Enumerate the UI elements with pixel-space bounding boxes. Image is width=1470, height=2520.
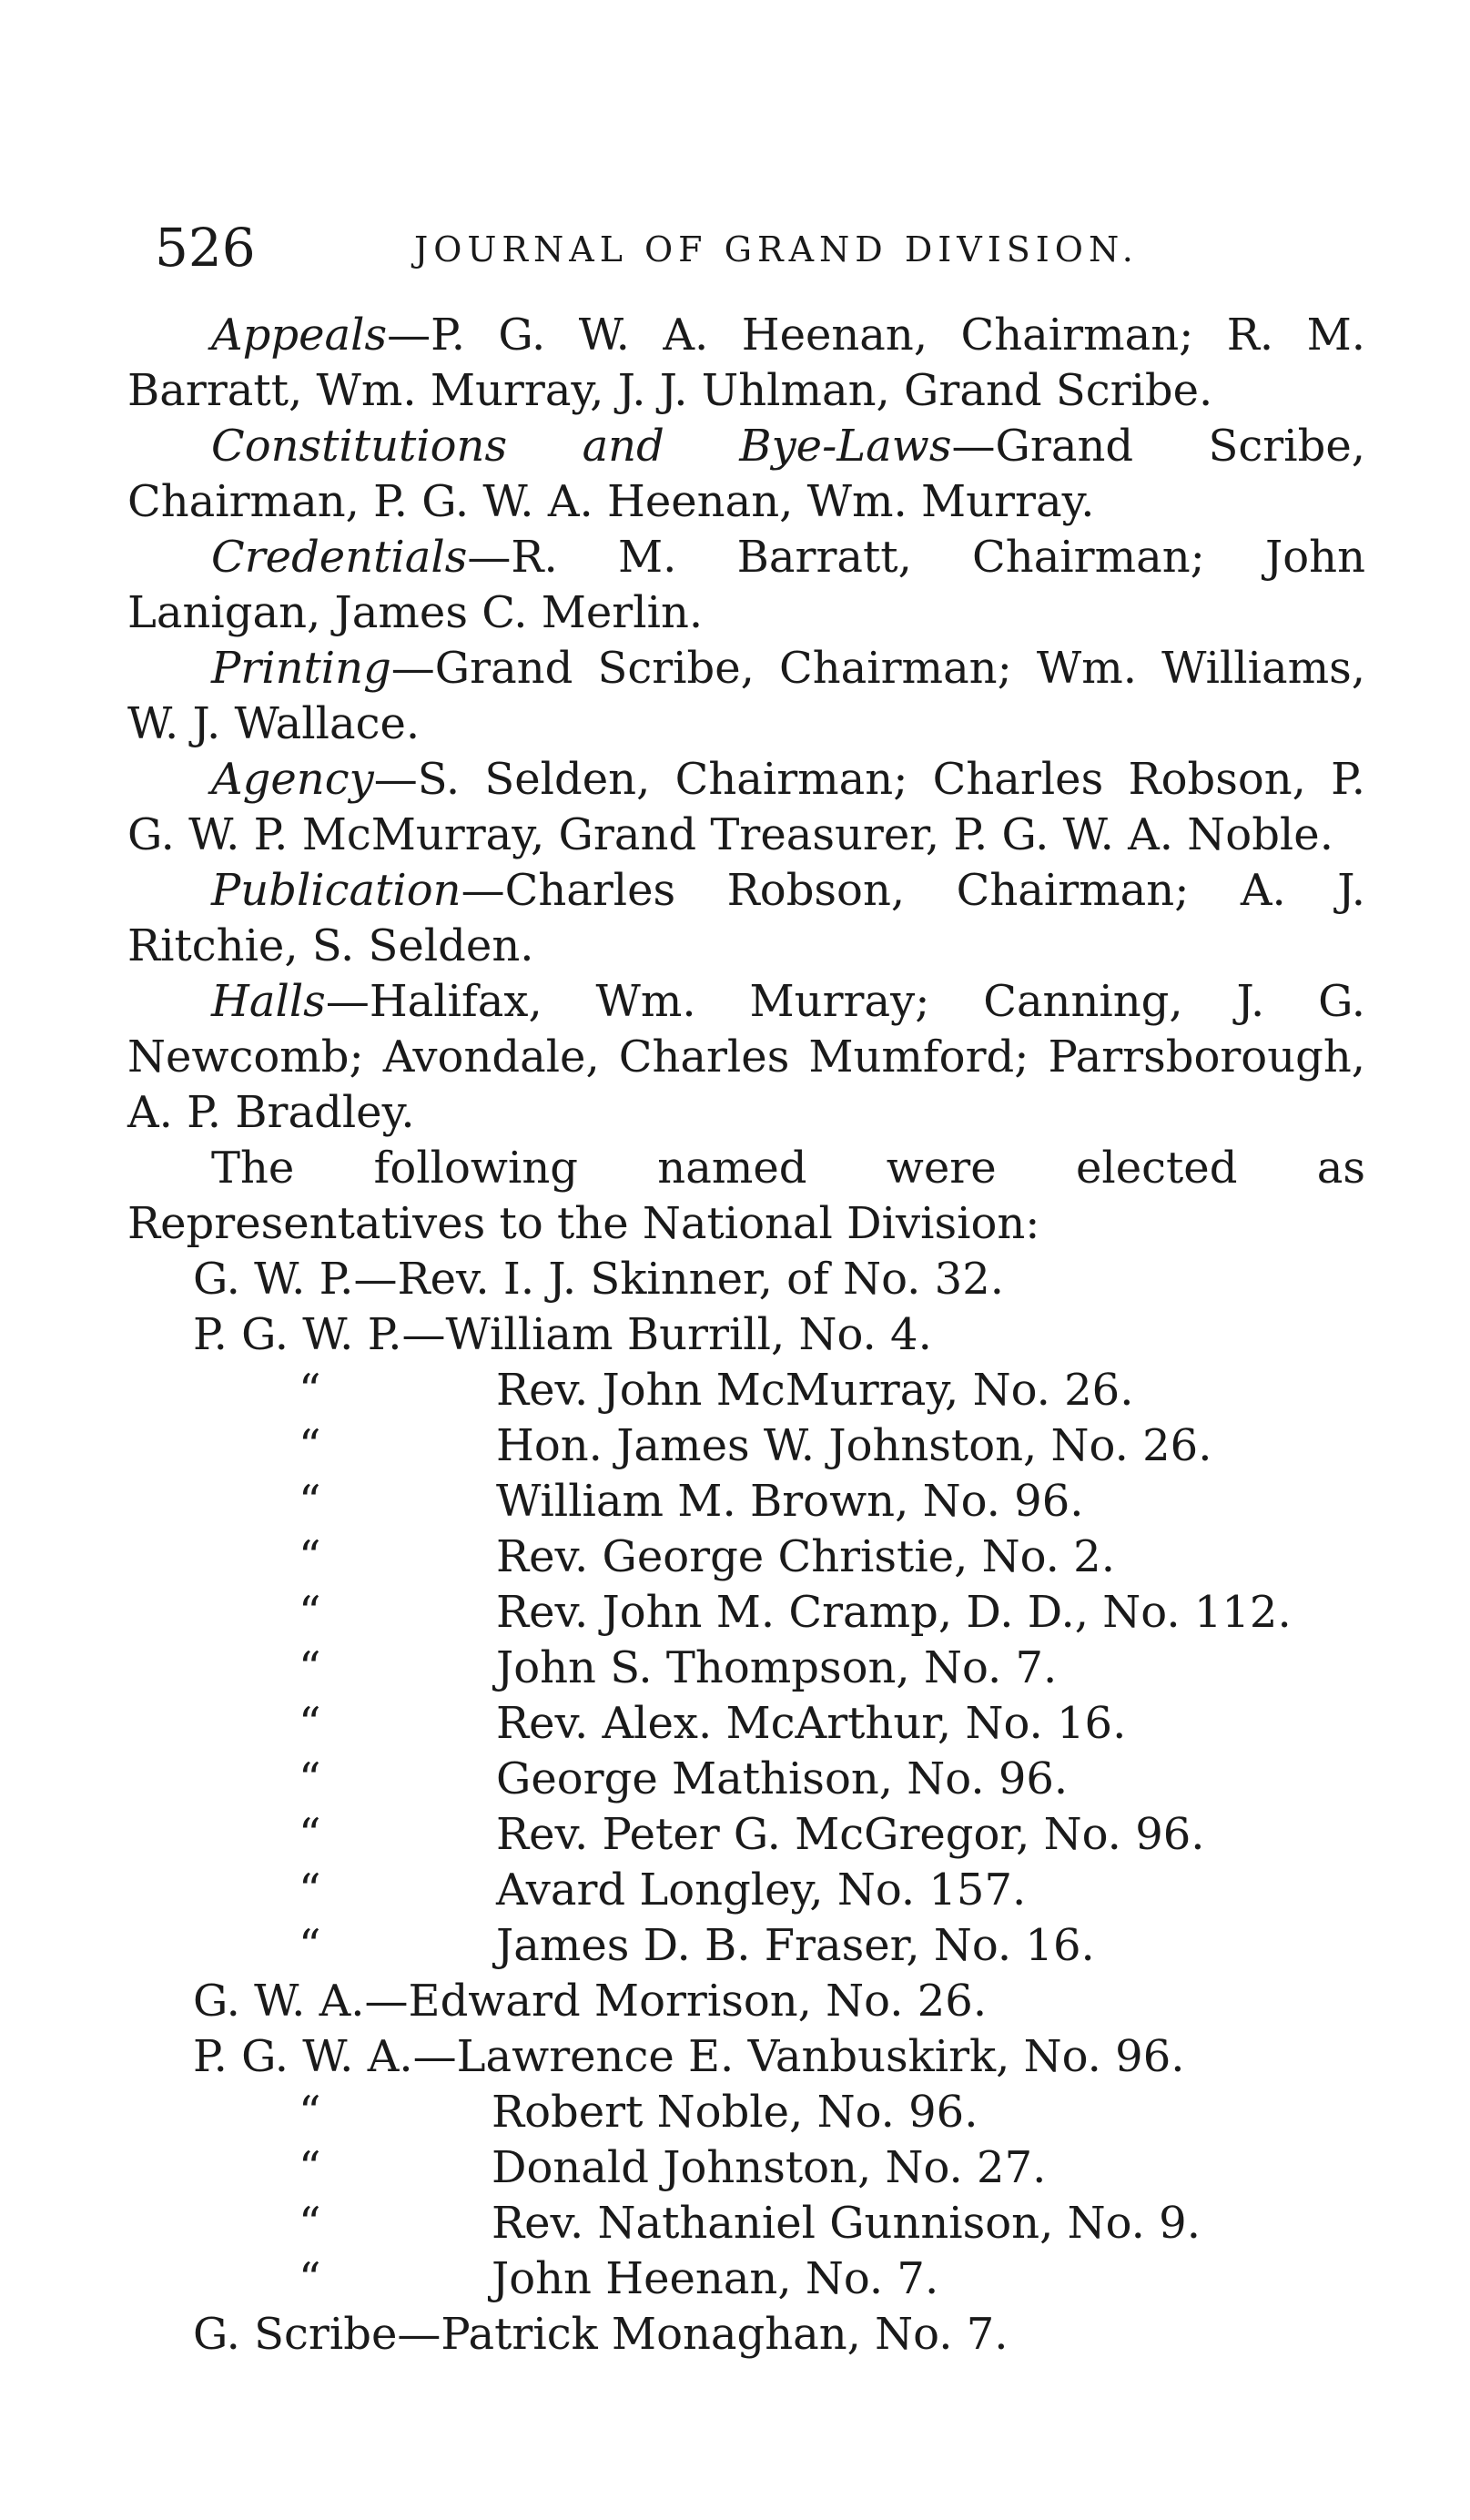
committee-name: Appeals (211, 310, 388, 361)
list-item (127, 1474, 1365, 1529)
list-item (127, 2196, 1365, 2251)
representative-name: Rev. Nathaniel Gunnison, No. 9. (492, 2198, 1201, 2249)
list-item (127, 1252, 1365, 1307)
list-item (127, 1641, 1365, 1696)
running-title: JOURNAL OF GRAND DIVISION. (414, 229, 1139, 269)
representative-name: Hon. James W. Johnston, No. 26. (496, 1420, 1212, 1471)
ditto-mark: “ (299, 2087, 321, 2138)
ditto-mark: “ (299, 1753, 321, 1804)
committee-name: Credentials (211, 532, 468, 583)
ditto-mark: “ (299, 2198, 321, 2249)
representative-name: Rev. John McMurray, No. 26. (496, 1365, 1134, 1416)
representatives-list (127, 1252, 1365, 2362)
committee-members: —Charles Robson, Chairman; A. J. Ritchie, S. Selden. (127, 865, 1365, 971)
page-header (155, 211, 1365, 284)
committee-halls (127, 974, 1365, 1141)
committee-appeals (127, 308, 1365, 419)
committee-name: Constitutions and Bye-Laws (211, 421, 952, 472)
representatives-intro: The following named were elected as Representatives to the National Division: (127, 1143, 1365, 1249)
page-body (127, 308, 1365, 2362)
representative-name: George Mathison, No. 96. (496, 1753, 1069, 1804)
list-item (127, 1585, 1365, 1641)
committee-publication (127, 863, 1365, 974)
list-item (127, 2140, 1365, 2196)
list-item (127, 2029, 1365, 2085)
committee-name: Halls (211, 976, 326, 1027)
ditto-mark: “ (299, 1809, 321, 1860)
committee-members: —Grand Scribe, Chairman; Wm. Williams, W. J. Wallace. (127, 643, 1365, 749)
list-item (127, 1807, 1365, 1863)
list-item (127, 1918, 1365, 1974)
committee-members: —Grand Scribe, Chairman, P. G. W. A. Heenan, Wm. Murray. (127, 421, 1365, 527)
ditto-mark: “ (299, 1587, 321, 1638)
ditto-mark: “ (299, 1865, 321, 1915)
list-item (127, 1363, 1365, 1418)
list-item (127, 1307, 1365, 1363)
representative-name: Rev. Peter G. McGregor, No. 96. (496, 1809, 1205, 1860)
page-number: 526 (155, 217, 256, 279)
list-item (127, 1696, 1365, 1752)
ditto-mark: “ (299, 1642, 321, 1693)
list-item (127, 1863, 1365, 1918)
representative-name: John Heenan, No. 7. (492, 2253, 939, 2304)
committee-members: —P. G. W. A. Heenan, Chairman; R. M. Barratt, Wm. Murray, J. J. Uhlman, Grand Scribe. (127, 310, 1365, 416)
committee-printing (127, 641, 1365, 752)
office-line: G. W. P.—Rev. I. J. Skinner, of No. 32. (193, 1254, 1004, 1305)
ditto-mark: “ (299, 1365, 321, 1416)
representative-name: Rev. George Christie, No. 2. (496, 1531, 1115, 1582)
committee-credentials (127, 530, 1365, 641)
ditto-mark: “ (299, 1531, 321, 1582)
list-item (127, 1974, 1365, 2029)
representative-name: James D. B. Fraser, No. 16. (496, 1920, 1095, 1971)
representative-name: Rev. Alex. McArthur, No. 16. (496, 1698, 1127, 1749)
committee-name: Printing (211, 643, 391, 694)
representative-name: Donald Johnston, No. 27. (492, 2142, 1047, 2193)
ditto-mark: “ (299, 1698, 321, 1749)
representative-name: John S. Thompson, No. 7. (496, 1642, 1058, 1693)
list-item (127, 1418, 1365, 1474)
committee-members: —S. Selden, Chairman; Charles Robson, P. G. W. P. McMurray, Grand Treasurer, P. G. W. A. Noble. (127, 754, 1365, 860)
committee-agency (127, 752, 1365, 863)
committee-name: Agency (211, 754, 374, 805)
committee-constitutions (127, 419, 1365, 530)
ditto-mark: “ (299, 1920, 321, 1971)
representative-name: Robert Noble, No. 96. (492, 2087, 978, 2138)
office-line: G. Scribe—Patrick Monaghan, No. 7. (193, 2309, 1009, 2360)
office-line: P. G. W. P.—William Burrill, No. 4. (193, 1309, 932, 1360)
representative-name: Rev. John M. Cramp, D. D., No. 112. (496, 1587, 1292, 1638)
representative-name: Avard Longley, No. 157. (496, 1865, 1027, 1915)
office-line: G. W. A.—Edward Morrison, No. 26. (193, 1976, 988, 2027)
list-item (127, 1529, 1365, 1585)
office-line: P. G. W. A.—Lawrence E. Vanbuskirk, No. 96. (193, 2031, 1185, 2082)
ditto-mark: “ (299, 2142, 321, 2193)
ditto-mark: “ (299, 2253, 321, 2304)
committee-members: —Halifax, Wm. Murray; Canning, J. G. Newcomb; Avondale, Charles Mumford; Parrsborough, A. P. Bradley. (127, 976, 1365, 1138)
committee-members: —R. M. Barratt, Chairman; John Lanigan, James C. Merlin. (127, 532, 1365, 638)
list-item (127, 2307, 1365, 2362)
representative-name: William M. Brown, No. 96. (496, 1476, 1084, 1527)
ditto-mark: “ (299, 1476, 321, 1527)
committee-name: Publication (211, 865, 461, 916)
list-item (127, 1752, 1365, 1807)
list-item (127, 2085, 1365, 2140)
ditto-mark: “ (299, 1420, 321, 1471)
list-item (127, 2251, 1365, 2307)
